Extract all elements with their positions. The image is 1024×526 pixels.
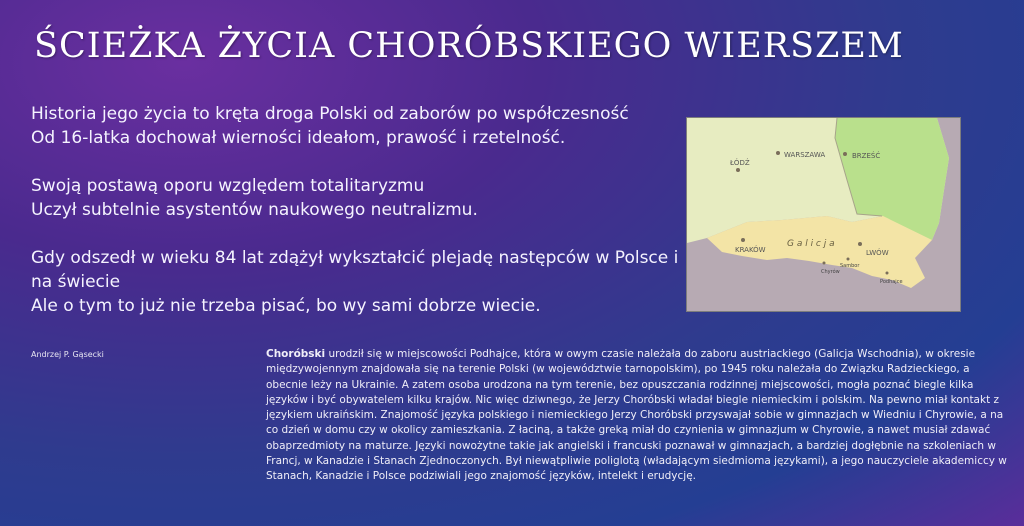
galicia-map	[686, 117, 961, 312]
city-marker	[741, 238, 745, 242]
poem-stanza-gap	[31, 222, 681, 246]
city-marker	[823, 262, 826, 265]
poem-line: Gdy odszedł w wieku 84 lat zdążył wykształcić plejadę następców w Polsce i	[31, 248, 679, 268]
city-marker	[843, 152, 847, 156]
map-label-galicja: G a l i c j a	[787, 239, 835, 249]
map-label-podhajce: Podhajce	[880, 279, 903, 285]
map-label-warszawa: WARSZAWA	[784, 151, 826, 159]
biography-name: Choróbski	[266, 348, 326, 360]
biography-paragraph	[266, 347, 1014, 485]
author-credit: Andrzej P. Gąsecki	[31, 350, 104, 359]
poem-line: Historia jego życia to kręta droga Polski od zaborów po współczesność	[31, 104, 629, 124]
map-label-brzesc: BRZEŚĆ	[852, 152, 881, 160]
poem-stanza-gap	[31, 150, 681, 174]
poem-line: Od 16-latka dochował wierności ideałom, prawość i rzetelność.	[31, 128, 566, 148]
map-label-krakow: KRAKÓW	[735, 246, 766, 254]
city-marker	[847, 258, 850, 261]
poem-line: Uczył subtelnie asystentów naukowego neutralizmu.	[31, 200, 478, 220]
biography-text: urodził się w miejscowości Podhajce, która w owym czasie należała do zaboru austriackiego (Galicja Wschodnia), w okresie międzywojennym znajdowała się na terenie Polski (w województwie tarnopolskim), po 1945 roku należała do Związku Radzieckiego, a obecnie leży na Ukrainie. A zatem osoba urodzona na tym terenie, bez opuszczania rodzinnej miejscowości, mogła poznać biegle kilka języków i być obywatelem kilku krajów. Nic więc dziwnego, że Jerzy Choróbski władał biegle niemieckim i polskim. Na pewno miał kontakt z językiem ukraińskim. Znajomość języka polskiego i niemieckiego Jerzy Choróbski przyswajał sobie w gimnazjach w Wiedniu i Chyrowie, a na co dzień w domu czy w okolicy zamieszkania. Z łaciną, a także greką miał do czynienia w gimnazjum w Chyrowie, a nawet musiał zdawać obaprzedmioty na maturze. Języki nowożytne takie jak angielski i francuski poznawał w gimnazjach, a bardziej dogłębnie na szkoleniach w Francj, w Kanadzie i Stanach Zjednoczonych. Był niewątpliwie poliglotą (władającym siedmioma językami), a jego nauczyciele akademiccy w Stanach, Kanadzie i Polsce podziwiali jego znajomość języków, intelekt i erudycję.	[266, 348, 1007, 483]
map-label-sambor: Sambor	[840, 263, 860, 269]
slide-title: ŚCIEŻKA ŻYCIA CHORÓBSKIEGO WIERSZEM	[34, 26, 904, 66]
map-label-lodz: ŁÓDŹ	[730, 159, 750, 167]
map-graphic	[687, 118, 960, 311]
poem-line: na świecie	[31, 272, 121, 292]
poem-line: Swoją postawą oporu względem totalitaryzmu	[31, 176, 425, 196]
city-marker	[886, 272, 889, 275]
map-label-chyrow: Chyrów	[821, 269, 840, 275]
city-marker	[776, 151, 780, 155]
city-marker	[736, 168, 740, 172]
poem-line: Ale o tym to już nie trzeba pisać, bo wy sami dobrze wiecie.	[31, 296, 541, 316]
city-marker	[858, 242, 862, 246]
poem	[31, 102, 681, 318]
map-label-lwow: LWÓW	[866, 249, 889, 257]
